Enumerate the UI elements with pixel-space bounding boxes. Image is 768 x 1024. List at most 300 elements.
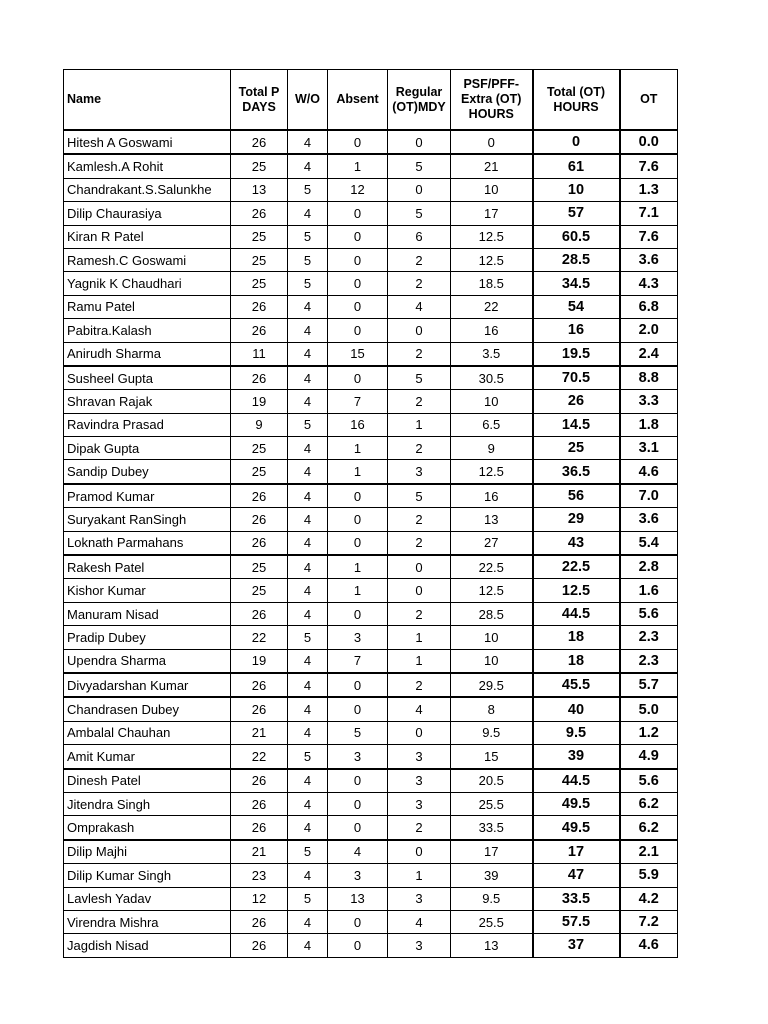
cell-wo: 5 [288, 626, 328, 649]
table-row [64, 319, 678, 342]
cell-ot: 5.9 [620, 864, 678, 887]
table-row [64, 792, 678, 815]
table-row [64, 934, 678, 957]
cell-wo: 4 [288, 816, 328, 840]
cell-absent: 0 [328, 319, 388, 342]
cell-wo: 4 [288, 579, 328, 602]
cell-wo: 4 [288, 649, 328, 673]
header-absent: Absent [328, 70, 388, 131]
cell-absent: 0 [328, 934, 388, 957]
cell-total-p-days: 25 [231, 437, 288, 460]
table-row [64, 816, 678, 840]
cell-regular-ot-mdy: 3 [388, 769, 451, 793]
cell-name: Rakesh Patel [64, 555, 231, 579]
cell-ot: 3.6 [620, 248, 678, 271]
cell-psf-extra-ot-hours: 16 [451, 319, 533, 342]
cell-regular-ot-mdy: 3 [388, 745, 451, 769]
cell-total-p-days: 25 [231, 272, 288, 295]
cell-total-ot-hours: 56 [533, 484, 620, 508]
table-row [64, 202, 678, 225]
cell-absent: 1 [328, 437, 388, 460]
cell-regular-ot-mdy: 3 [388, 792, 451, 815]
header-ot: OT [620, 70, 678, 131]
cell-ot: 7.6 [620, 154, 678, 178]
cell-name: Suryakant RanSingh [64, 508, 231, 531]
cell-ot: 2.3 [620, 649, 678, 673]
cell-total-p-days: 13 [231, 178, 288, 201]
cell-wo: 5 [288, 413, 328, 436]
cell-absent: 0 [328, 816, 388, 840]
cell-psf-extra-ot-hours: 27 [451, 531, 533, 555]
cell-absent: 0 [328, 602, 388, 625]
header-regular-ot-mdy: Regular (OT)MDY [388, 70, 451, 131]
cell-total-p-days: 21 [231, 840, 288, 864]
cell-name: Manuram Nisad [64, 602, 231, 625]
cell-total-p-days: 9 [231, 413, 288, 436]
cell-wo: 4 [288, 508, 328, 531]
cell-total-ot-hours: 49.5 [533, 792, 620, 815]
cell-total-p-days: 25 [231, 248, 288, 271]
cell-psf-extra-ot-hours: 12.5 [451, 579, 533, 602]
table-row [64, 508, 678, 531]
cell-total-ot-hours: 28.5 [533, 248, 620, 271]
cell-psf-extra-ot-hours: 17 [451, 840, 533, 864]
cell-name: Amit Kumar [64, 745, 231, 769]
cell-total-ot-hours: 57.5 [533, 910, 620, 933]
cell-psf-extra-ot-hours: 9.5 [451, 721, 533, 744]
cell-total-p-days: 26 [231, 934, 288, 957]
cell-total-p-days: 21 [231, 721, 288, 744]
cell-regular-ot-mdy: 1 [388, 649, 451, 673]
cell-regular-ot-mdy: 0 [388, 579, 451, 602]
cell-absent: 0 [328, 272, 388, 295]
cell-absent: 3 [328, 745, 388, 769]
header-wo: W/O [288, 70, 328, 131]
cell-absent: 0 [328, 295, 388, 318]
cell-wo: 5 [288, 887, 328, 910]
cell-name: Loknath Parmahans [64, 531, 231, 555]
cell-total-ot-hours: 54 [533, 295, 620, 318]
cell-absent: 0 [328, 769, 388, 793]
cell-regular-ot-mdy: 5 [388, 484, 451, 508]
cell-ot: 7.6 [620, 225, 678, 248]
cell-absent: 0 [328, 225, 388, 248]
cell-regular-ot-mdy: 2 [388, 437, 451, 460]
cell-psf-extra-ot-hours: 12.5 [451, 460, 533, 484]
cell-regular-ot-mdy: 2 [388, 673, 451, 697]
cell-name: Pramod Kumar [64, 484, 231, 508]
cell-total-p-days: 26 [231, 792, 288, 815]
cell-name: Kamlesh.A Rohit [64, 154, 231, 178]
cell-total-p-days: 19 [231, 649, 288, 673]
table-row [64, 390, 678, 413]
cell-psf-extra-ot-hours: 10 [451, 178, 533, 201]
cell-psf-extra-ot-hours: 21 [451, 154, 533, 178]
cell-total-p-days: 26 [231, 910, 288, 933]
cell-total-ot-hours: 19.5 [533, 342, 620, 366]
cell-absent: 4 [328, 840, 388, 864]
cell-total-ot-hours: 16 [533, 319, 620, 342]
cell-total-ot-hours: 17 [533, 840, 620, 864]
cell-ot: 3.3 [620, 390, 678, 413]
cell-psf-extra-ot-hours: 9.5 [451, 887, 533, 910]
cell-total-p-days: 26 [231, 130, 288, 154]
cell-name: Chandrakant.S.Salunkhe [64, 178, 231, 201]
cell-regular-ot-mdy: 2 [388, 508, 451, 531]
cell-name: Dilip Majhi [64, 840, 231, 864]
cell-absent: 0 [328, 202, 388, 225]
cell-psf-extra-ot-hours: 18.5 [451, 272, 533, 295]
cell-total-p-days: 26 [231, 319, 288, 342]
cell-wo: 4 [288, 721, 328, 744]
cell-wo: 4 [288, 769, 328, 793]
cell-wo: 4 [288, 437, 328, 460]
cell-total-ot-hours: 34.5 [533, 272, 620, 295]
cell-total-ot-hours: 29 [533, 508, 620, 531]
cell-regular-ot-mdy: 0 [388, 130, 451, 154]
cell-total-ot-hours: 18 [533, 649, 620, 673]
cell-total-ot-hours: 0 [533, 130, 620, 154]
cell-name: Sandip Dubey [64, 460, 231, 484]
cell-regular-ot-mdy: 0 [388, 840, 451, 864]
table-row [64, 864, 678, 887]
cell-name: Anirudh Sharma [64, 342, 231, 366]
cell-ot: 7.2 [620, 910, 678, 933]
cell-regular-ot-mdy: 1 [388, 864, 451, 887]
cell-total-ot-hours: 12.5 [533, 579, 620, 602]
cell-total-p-days: 26 [231, 769, 288, 793]
cell-wo: 5 [288, 178, 328, 201]
cell-ot: 4.2 [620, 887, 678, 910]
cell-ot: 5.6 [620, 769, 678, 793]
cell-name: Pradip Dubey [64, 626, 231, 649]
cell-absent: 0 [328, 792, 388, 815]
table-row [64, 484, 678, 508]
cell-ot: 5.0 [620, 697, 678, 721]
cell-psf-extra-ot-hours: 30.5 [451, 366, 533, 390]
cell-ot: 4.6 [620, 460, 678, 484]
cell-wo: 4 [288, 864, 328, 887]
header-total-ot-hours: Total (OT) HOURS [533, 70, 620, 131]
cell-total-p-days: 25 [231, 460, 288, 484]
cell-regular-ot-mdy: 1 [388, 413, 451, 436]
cell-wo: 4 [288, 602, 328, 625]
cell-absent: 1 [328, 555, 388, 579]
cell-regular-ot-mdy: 1 [388, 626, 451, 649]
cell-total-p-days: 25 [231, 555, 288, 579]
cell-psf-extra-ot-hours: 33.5 [451, 816, 533, 840]
cell-psf-extra-ot-hours: 29.5 [451, 673, 533, 697]
cell-total-p-days: 19 [231, 390, 288, 413]
cell-total-ot-hours: 61 [533, 154, 620, 178]
cell-total-ot-hours: 60.5 [533, 225, 620, 248]
cell-psf-extra-ot-hours: 8 [451, 697, 533, 721]
cell-psf-extra-ot-hours: 10 [451, 626, 533, 649]
cell-total-ot-hours: 44.5 [533, 602, 620, 625]
cell-absent: 15 [328, 342, 388, 366]
cell-name: Ramu Patel [64, 295, 231, 318]
cell-name: Ravindra Prasad [64, 413, 231, 436]
cell-regular-ot-mdy: 4 [388, 295, 451, 318]
cell-wo: 4 [288, 555, 328, 579]
cell-total-ot-hours: 37 [533, 934, 620, 957]
cell-total-p-days: 26 [231, 202, 288, 225]
cell-total-p-days: 26 [231, 484, 288, 508]
cell-total-ot-hours: 70.5 [533, 366, 620, 390]
cell-total-ot-hours: 44.5 [533, 769, 620, 793]
table-row [64, 649, 678, 673]
cell-psf-extra-ot-hours: 28.5 [451, 602, 533, 625]
cell-psf-extra-ot-hours: 0 [451, 130, 533, 154]
cell-total-p-days: 12 [231, 887, 288, 910]
cell-psf-extra-ot-hours: 9 [451, 437, 533, 460]
cell-ot: 3.1 [620, 437, 678, 460]
cell-wo: 5 [288, 225, 328, 248]
cell-psf-extra-ot-hours: 12.5 [451, 225, 533, 248]
cell-name: Kishor Kumar [64, 579, 231, 602]
cell-total-ot-hours: 22.5 [533, 555, 620, 579]
cell-absent: 3 [328, 864, 388, 887]
cell-total-ot-hours: 14.5 [533, 413, 620, 436]
cell-regular-ot-mdy: 2 [388, 816, 451, 840]
cell-regular-ot-mdy: 4 [388, 910, 451, 933]
cell-name: Shravan Rajak [64, 390, 231, 413]
cell-name: Dipak Gupta [64, 437, 231, 460]
cell-name: Chandrasen Dubey [64, 697, 231, 721]
cell-ot: 7.0 [620, 484, 678, 508]
overtime-table [63, 69, 678, 958]
table-row [64, 673, 678, 697]
header-name: Name [64, 70, 231, 131]
cell-ot: 4.3 [620, 272, 678, 295]
cell-wo: 4 [288, 366, 328, 390]
cell-wo: 4 [288, 342, 328, 366]
cell-psf-extra-ot-hours: 25.5 [451, 910, 533, 933]
cell-wo: 4 [288, 673, 328, 697]
cell-name: Hitesh A Goswami [64, 130, 231, 154]
cell-total-ot-hours: 33.5 [533, 887, 620, 910]
cell-regular-ot-mdy: 2 [388, 390, 451, 413]
cell-psf-extra-ot-hours: 13 [451, 934, 533, 957]
table-row [64, 225, 678, 248]
cell-ot: 2.1 [620, 840, 678, 864]
table-row [64, 460, 678, 484]
cell-ot: 1.6 [620, 579, 678, 602]
table-row [64, 342, 678, 366]
cell-total-p-days: 26 [231, 673, 288, 697]
cell-absent: 0 [328, 910, 388, 933]
table-row [64, 579, 678, 602]
table-row [64, 555, 678, 579]
cell-total-p-days: 26 [231, 531, 288, 555]
table-row [64, 769, 678, 793]
cell-total-p-days: 26 [231, 816, 288, 840]
cell-psf-extra-ot-hours: 16 [451, 484, 533, 508]
cell-total-ot-hours: 18 [533, 626, 620, 649]
cell-total-ot-hours: 57 [533, 202, 620, 225]
cell-absent: 7 [328, 390, 388, 413]
cell-ot: 1.3 [620, 178, 678, 201]
table-row [64, 887, 678, 910]
cell-absent: 0 [328, 697, 388, 721]
table-row [64, 272, 678, 295]
cell-regular-ot-mdy: 0 [388, 319, 451, 342]
header-psf-extra-ot-hours: PSF/PFF-Extra (OT) HOURS [451, 70, 533, 131]
cell-ot: 6.2 [620, 816, 678, 840]
cell-absent: 5 [328, 721, 388, 744]
cell-total-ot-hours: 36.5 [533, 460, 620, 484]
cell-regular-ot-mdy: 2 [388, 602, 451, 625]
cell-total-p-days: 26 [231, 366, 288, 390]
cell-total-p-days: 25 [231, 225, 288, 248]
cell-absent: 0 [328, 531, 388, 555]
cell-psf-extra-ot-hours: 12.5 [451, 248, 533, 271]
cell-ot: 0.0 [620, 130, 678, 154]
cell-regular-ot-mdy: 0 [388, 555, 451, 579]
cell-total-ot-hours: 43 [533, 531, 620, 555]
cell-wo: 4 [288, 154, 328, 178]
cell-total-p-days: 26 [231, 508, 288, 531]
cell-regular-ot-mdy: 4 [388, 697, 451, 721]
cell-psf-extra-ot-hours: 39 [451, 864, 533, 887]
cell-ot: 5.7 [620, 673, 678, 697]
cell-absent: 0 [328, 130, 388, 154]
cell-name: Upendra Sharma [64, 649, 231, 673]
cell-name: Jitendra Singh [64, 792, 231, 815]
table-row [64, 840, 678, 864]
cell-total-p-days: 26 [231, 602, 288, 625]
cell-wo: 4 [288, 792, 328, 815]
table-row [64, 602, 678, 625]
cell-name: Yagnik K Chaudhari [64, 272, 231, 295]
cell-total-p-days: 26 [231, 697, 288, 721]
cell-name: Lavlesh Yadav [64, 887, 231, 910]
cell-regular-ot-mdy: 5 [388, 202, 451, 225]
cell-psf-extra-ot-hours: 20.5 [451, 769, 533, 793]
cell-name: Omprakash [64, 816, 231, 840]
cell-psf-extra-ot-hours: 10 [451, 390, 533, 413]
cell-regular-ot-mdy: 2 [388, 248, 451, 271]
cell-psf-extra-ot-hours: 13 [451, 508, 533, 531]
table-row [64, 154, 678, 178]
table-row [64, 697, 678, 721]
table-row [64, 437, 678, 460]
cell-ot: 1.2 [620, 721, 678, 744]
cell-psf-extra-ot-hours: 6.5 [451, 413, 533, 436]
cell-total-ot-hours: 10 [533, 178, 620, 201]
table-row [64, 413, 678, 436]
cell-absent: 3 [328, 626, 388, 649]
cell-absent: 0 [328, 366, 388, 390]
cell-regular-ot-mdy: 3 [388, 934, 451, 957]
cell-psf-extra-ot-hours: 22.5 [451, 555, 533, 579]
cell-ot: 6.2 [620, 792, 678, 815]
cell-regular-ot-mdy: 2 [388, 342, 451, 366]
cell-absent: 0 [328, 673, 388, 697]
cell-total-ot-hours: 47 [533, 864, 620, 887]
cell-total-ot-hours: 9.5 [533, 721, 620, 744]
cell-absent: 12 [328, 178, 388, 201]
cell-name: Dilip Chaurasiya [64, 202, 231, 225]
cell-regular-ot-mdy: 6 [388, 225, 451, 248]
cell-regular-ot-mdy: 5 [388, 366, 451, 390]
cell-ot: 5.4 [620, 531, 678, 555]
cell-ot: 2.0 [620, 319, 678, 342]
table-row [64, 178, 678, 201]
cell-ot: 6.8 [620, 295, 678, 318]
table-row [64, 910, 678, 933]
cell-regular-ot-mdy: 2 [388, 272, 451, 295]
cell-absent: 7 [328, 649, 388, 673]
cell-ot: 8.8 [620, 366, 678, 390]
cell-ot: 3.6 [620, 508, 678, 531]
cell-regular-ot-mdy: 5 [388, 154, 451, 178]
table-body [64, 130, 678, 957]
cell-total-p-days: 25 [231, 579, 288, 602]
cell-wo: 4 [288, 202, 328, 225]
cell-absent: 0 [328, 248, 388, 271]
table-row [64, 295, 678, 318]
cell-total-ot-hours: 26 [533, 390, 620, 413]
cell-total-ot-hours: 39 [533, 745, 620, 769]
cell-ot: 5.6 [620, 602, 678, 625]
cell-absent: 0 [328, 508, 388, 531]
cell-total-ot-hours: 25 [533, 437, 620, 460]
cell-ot: 2.4 [620, 342, 678, 366]
cell-total-p-days: 26 [231, 295, 288, 318]
table-row [64, 366, 678, 390]
cell-wo: 4 [288, 934, 328, 957]
cell-wo: 5 [288, 840, 328, 864]
cell-regular-ot-mdy: 3 [388, 460, 451, 484]
cell-name: Ramesh.C Goswami [64, 248, 231, 271]
cell-total-p-days: 23 [231, 864, 288, 887]
cell-total-p-days: 25 [231, 154, 288, 178]
cell-regular-ot-mdy: 0 [388, 178, 451, 201]
cell-name: Divyadarshan Kumar [64, 673, 231, 697]
cell-ot: 1.8 [620, 413, 678, 436]
cell-wo: 5 [288, 745, 328, 769]
cell-wo: 4 [288, 531, 328, 555]
cell-absent: 0 [328, 484, 388, 508]
cell-name: Susheel Gupta [64, 366, 231, 390]
cell-ot: 4.6 [620, 934, 678, 957]
cell-psf-extra-ot-hours: 22 [451, 295, 533, 318]
table-row [64, 745, 678, 769]
cell-total-p-days: 22 [231, 745, 288, 769]
cell-ot: 7.1 [620, 202, 678, 225]
cell-wo: 4 [288, 910, 328, 933]
cell-name: Dinesh Patel [64, 769, 231, 793]
cell-psf-extra-ot-hours: 10 [451, 649, 533, 673]
header-row [64, 70, 678, 131]
cell-regular-ot-mdy: 2 [388, 531, 451, 555]
cell-absent: 1 [328, 154, 388, 178]
cell-absent: 1 [328, 460, 388, 484]
cell-wo: 4 [288, 460, 328, 484]
cell-absent: 13 [328, 887, 388, 910]
cell-name: Ambalal Chauhan [64, 721, 231, 744]
cell-psf-extra-ot-hours: 15 [451, 745, 533, 769]
cell-wo: 4 [288, 390, 328, 413]
cell-name: Virendra Mishra [64, 910, 231, 933]
table-row [64, 626, 678, 649]
cell-total-ot-hours: 45.5 [533, 673, 620, 697]
cell-name: Pabitra.Kalash [64, 319, 231, 342]
cell-psf-extra-ot-hours: 25.5 [451, 792, 533, 815]
table-row [64, 531, 678, 555]
cell-regular-ot-mdy: 0 [388, 721, 451, 744]
